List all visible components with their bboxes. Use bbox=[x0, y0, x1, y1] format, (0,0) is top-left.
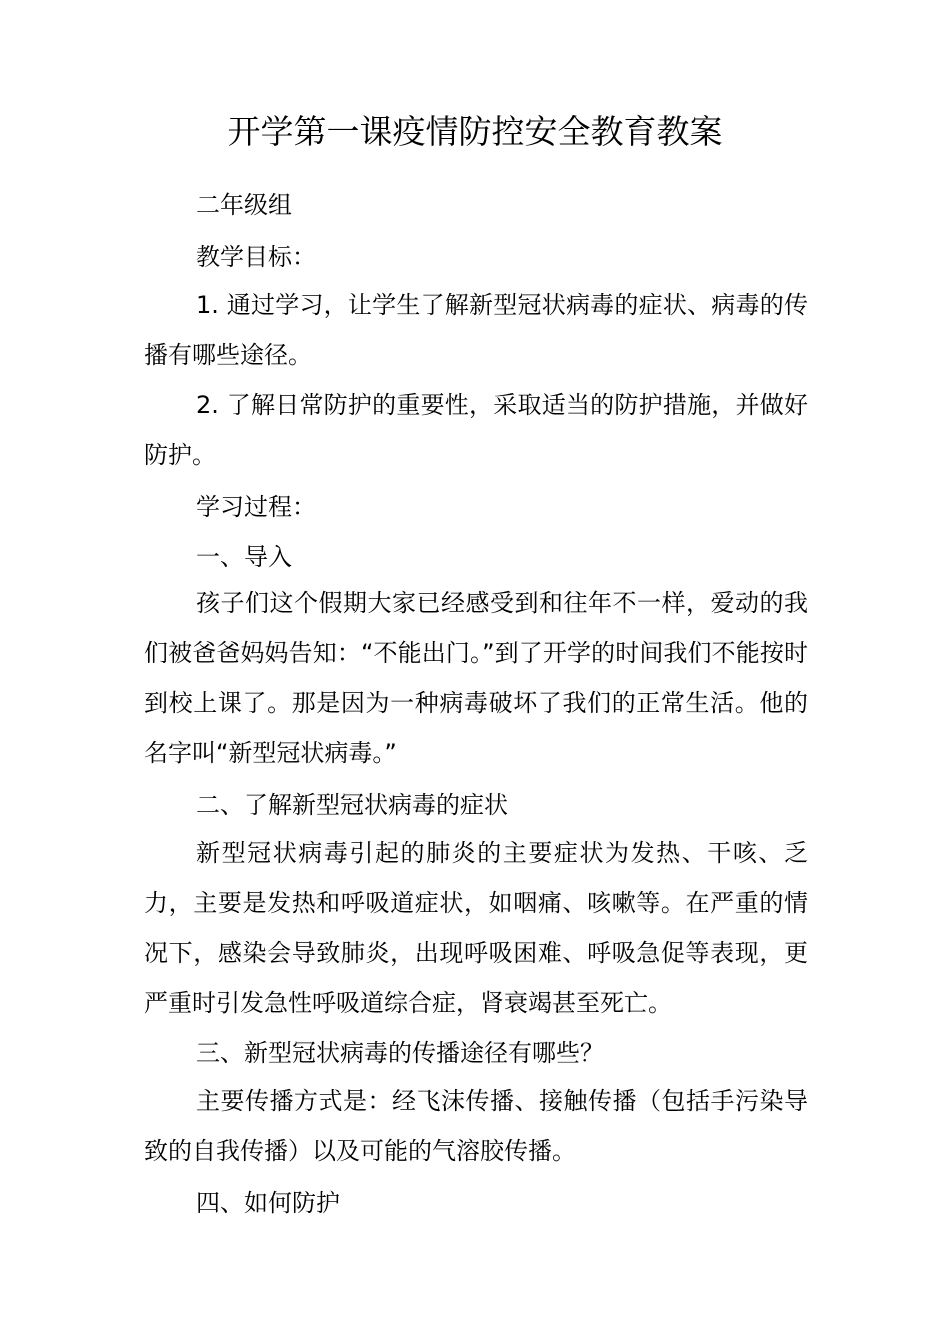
section-1-heading: 一、导入 bbox=[196, 543, 292, 571]
section-2-paragraph: 新型冠状病毒引起的肺炎的主要症状为发热、干咳、乏力，主要是发热和呼吸道症状，如咽痛、咳嗽等。在严重的情况下，感染会导致肺炎，出现呼吸困难、呼吸急促等表现，更严重时引发急性呼吸道综合症，肾衰竭甚至死亡。 bbox=[144, 839, 808, 1017]
section-1-paragraph: 孩子们这个假期大家已经感受到和往年不一样，爱动的我们被爸爸妈妈告知：“不能出门。”到了开学的时间我们不能按时到校上课了。那是因为一种病毒破坏了我们的正常生活。他的名字叫“新型冠状病毒。” bbox=[144, 589, 808, 767]
goal-item-2: 2. 了解日常防护的重要性，采取适当的防护措施，并做好防护。 bbox=[144, 391, 808, 469]
section-2-heading: 二、了解新型冠状病毒的症状 bbox=[196, 791, 508, 819]
document-title: 开学第一课疫情防控安全教育教案 bbox=[227, 112, 723, 151]
goal-item-1: 1. 通过学习，让学生了解新型冠状病毒的症状、病毒的传播有哪些途径。 bbox=[144, 291, 808, 369]
grade-label: 二年级组 bbox=[196, 191, 292, 219]
section-3-heading: 三、新型冠状病毒的传播途径有哪些？ bbox=[196, 1039, 604, 1067]
goals-heading: 教学目标： bbox=[196, 243, 316, 271]
section-4-heading: 四、如何防护 bbox=[196, 1189, 340, 1217]
section-3-paragraph: 主要传播方式是：经飞沫传播、接触传播（包括手污染导致的自我传播）以及可能的气溶胶传播。 bbox=[144, 1087, 808, 1165]
process-heading: 学习过程： bbox=[196, 493, 316, 521]
